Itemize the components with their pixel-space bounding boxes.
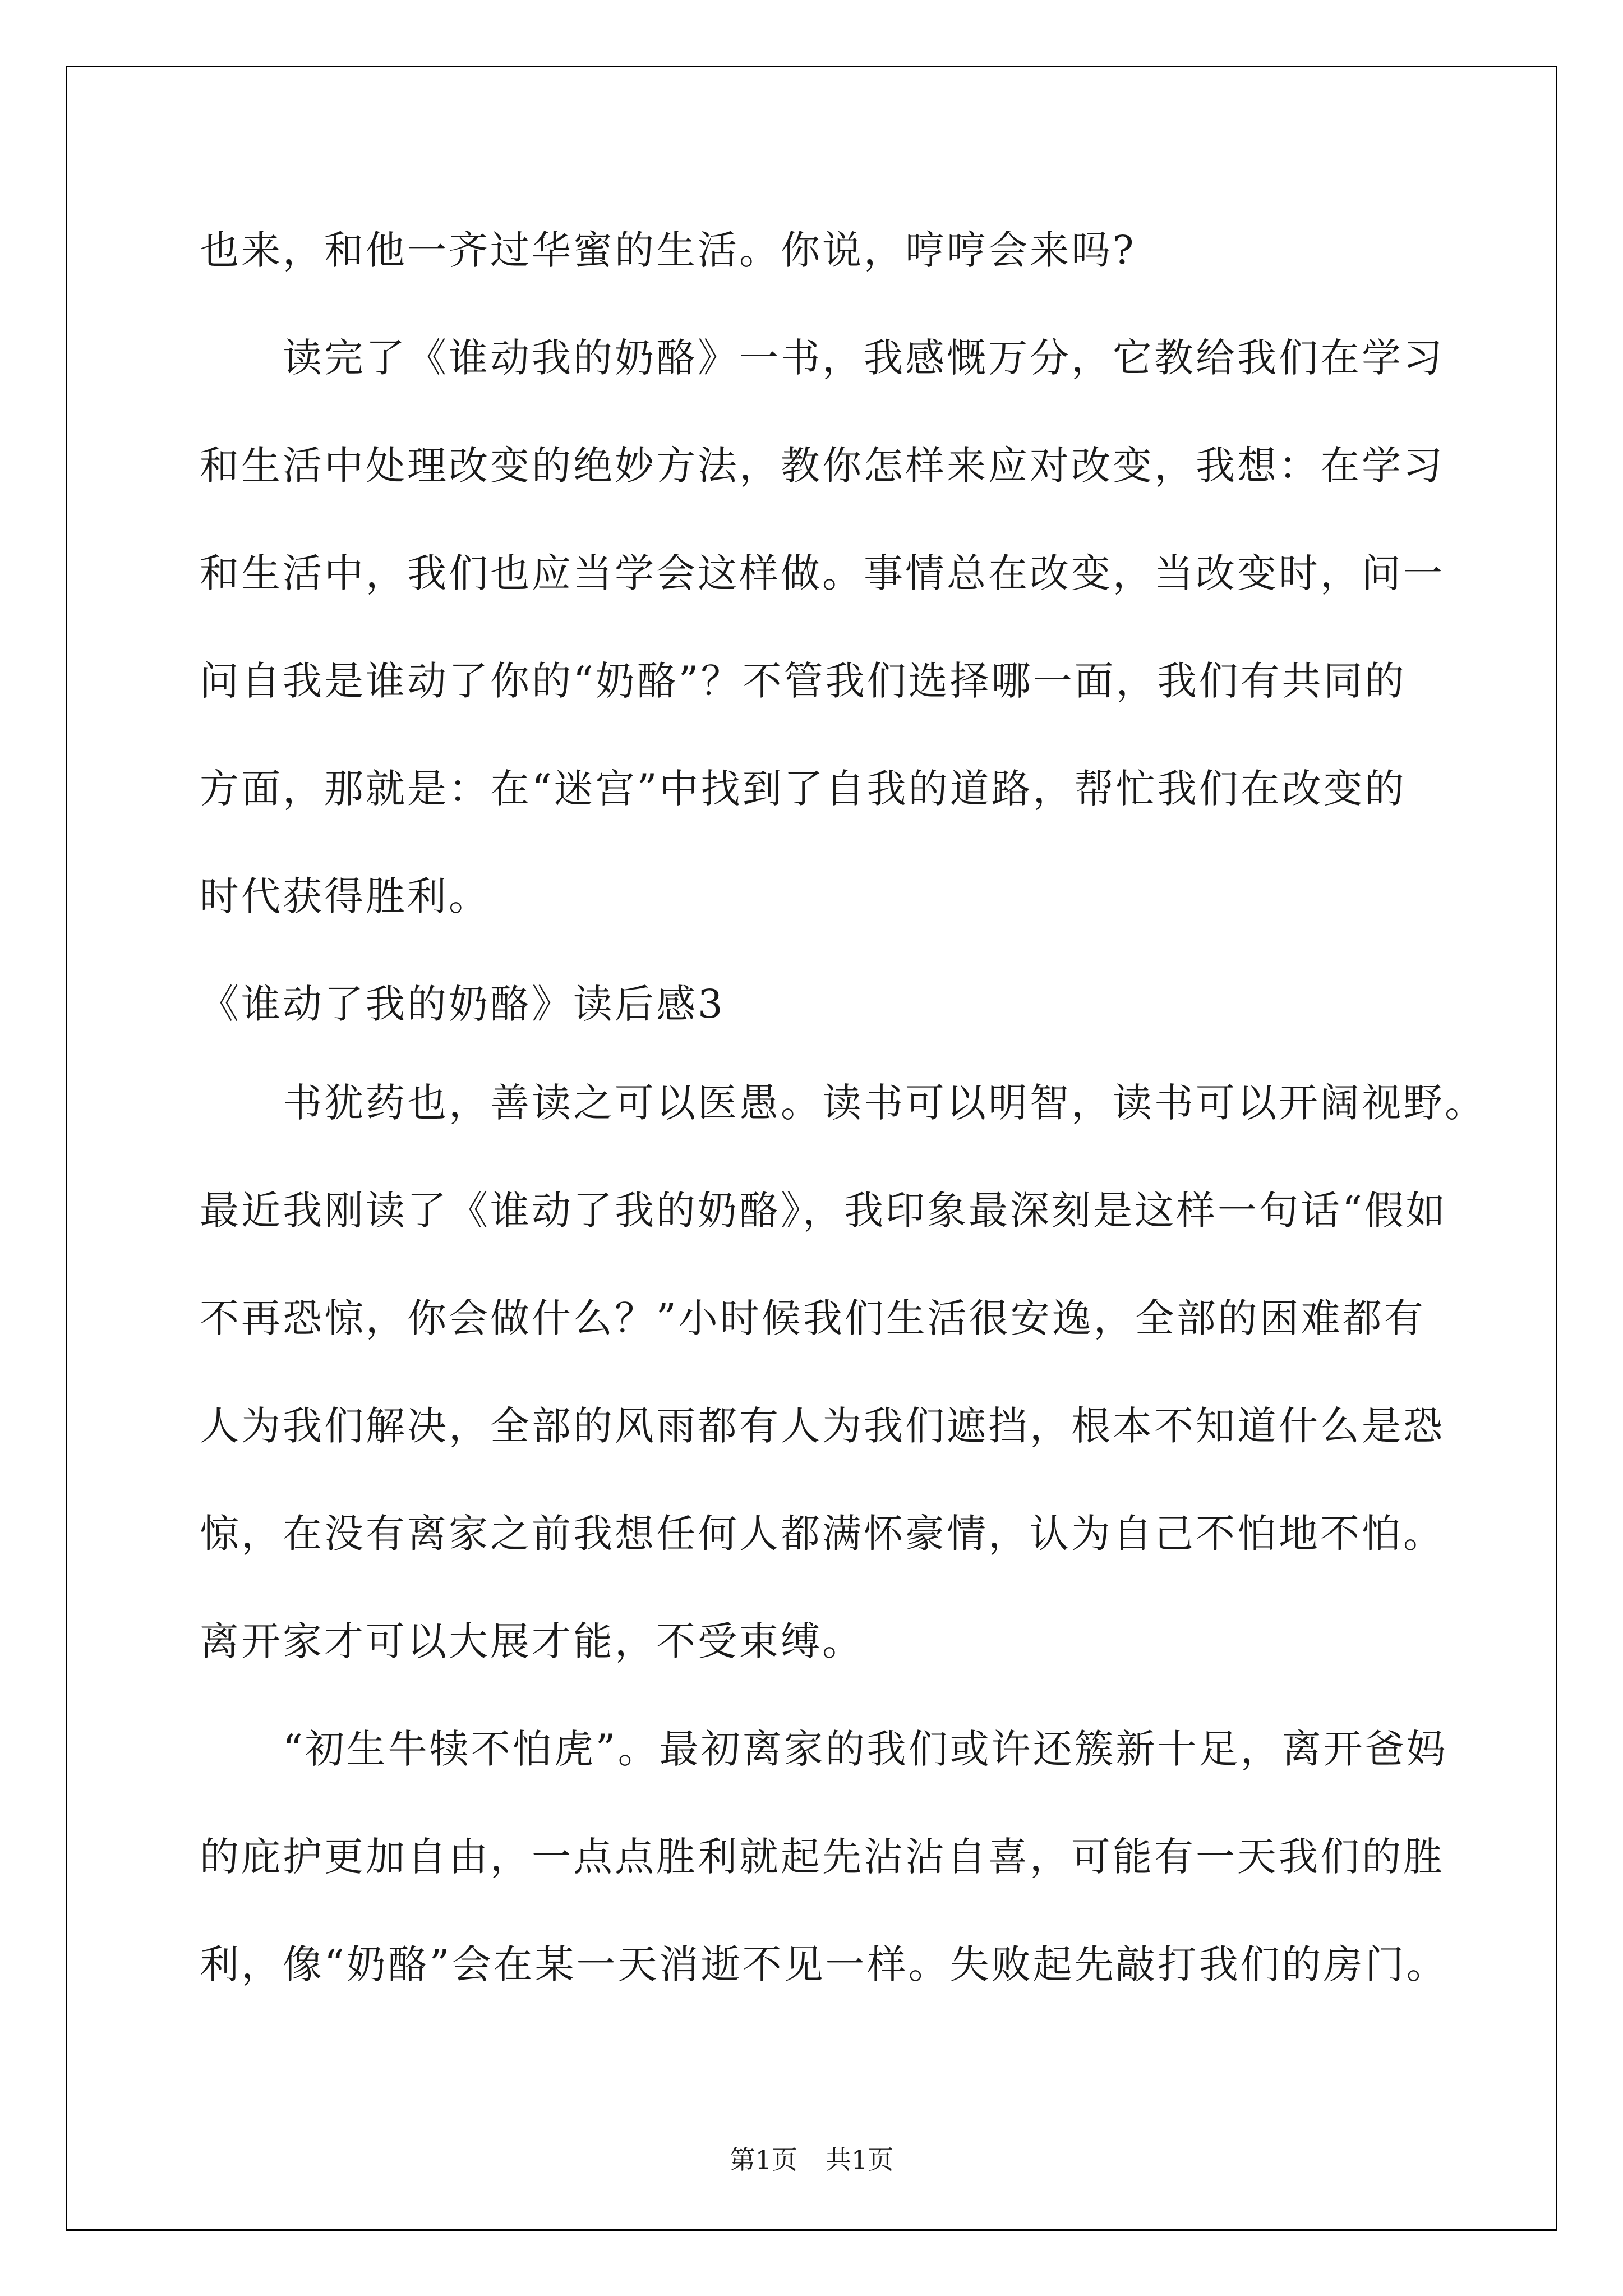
text-line: 问自我是谁动了你的“奶酪”？不管我们选择哪一面，我们有共同的 xyxy=(200,658,1407,704)
text-line: 利，像“奶酪”会在某一天消逝不见一样。失败起先敲打我们的房门。 xyxy=(200,1941,1448,1987)
paragraph xyxy=(200,1718,1448,2041)
page-number: 第1页 xyxy=(729,2145,797,2175)
text-line: 和生活中处理改变的绝妙方法，教你怎样来应对改变，我想：在学习 xyxy=(200,443,1445,489)
text-line: 方面，那就是：在“迷宫”中找到了自我的道路，帮忙我们在改变的 xyxy=(200,766,1407,812)
paragraph xyxy=(200,326,1445,973)
text-line: 书犹药也，善读之可以医愚。读书可以明智，读书可以开阔视野。 xyxy=(283,1080,1486,1126)
document-body xyxy=(200,219,1486,2041)
text-line: 也来，和他一齐过华蜜的生活。你说，哼哼会来吗? xyxy=(200,227,1136,273)
page-footer xyxy=(0,2143,1623,2177)
text-line: 惊，在没有离家之前我想任何人都满怀豪情，认为自己不怕地不怕。 xyxy=(200,1511,1445,1557)
text-line: 人为我们解决，全部的风雨都有人为我们遮挡，根本不知道什么是恐 xyxy=(200,1403,1445,1449)
text-line: “初生牛犊不怕虎”。最初离家的我们或许还簇新十足，离开爸妈 xyxy=(283,1726,1448,1772)
paragraph xyxy=(200,219,1433,326)
paragraph xyxy=(200,1071,1486,1718)
text-line: 不再恐惊，你会做什么？”小时候我们生活很安逸，全部的困难都有 xyxy=(200,1295,1426,1341)
text-line: 最近我刚读了《谁动了我的奶酪》，我印象最深刻是这样一句话“假如 xyxy=(200,1188,1447,1234)
text-line: 离开家才可以大展才能，不受束缚。 xyxy=(200,1618,864,1664)
text-line: 读完了《谁动我的奶酪》一书，我感慨万分，它教给我们在学习 xyxy=(283,335,1445,381)
section-heading: 《谁动了我的奶酪》读后感3 xyxy=(200,981,725,1027)
text-line: 的庇护更加自由，一点点胜利就起先沾沾自喜，可能有一天我们的胜 xyxy=(200,1834,1445,1880)
text-line: 时代获得胜利。 xyxy=(200,873,490,919)
page-total: 共1页 xyxy=(826,2145,894,2175)
text-line: 和生活中，我们也应当学会这样做。事情总在改变，当改变时，问一 xyxy=(200,550,1445,596)
